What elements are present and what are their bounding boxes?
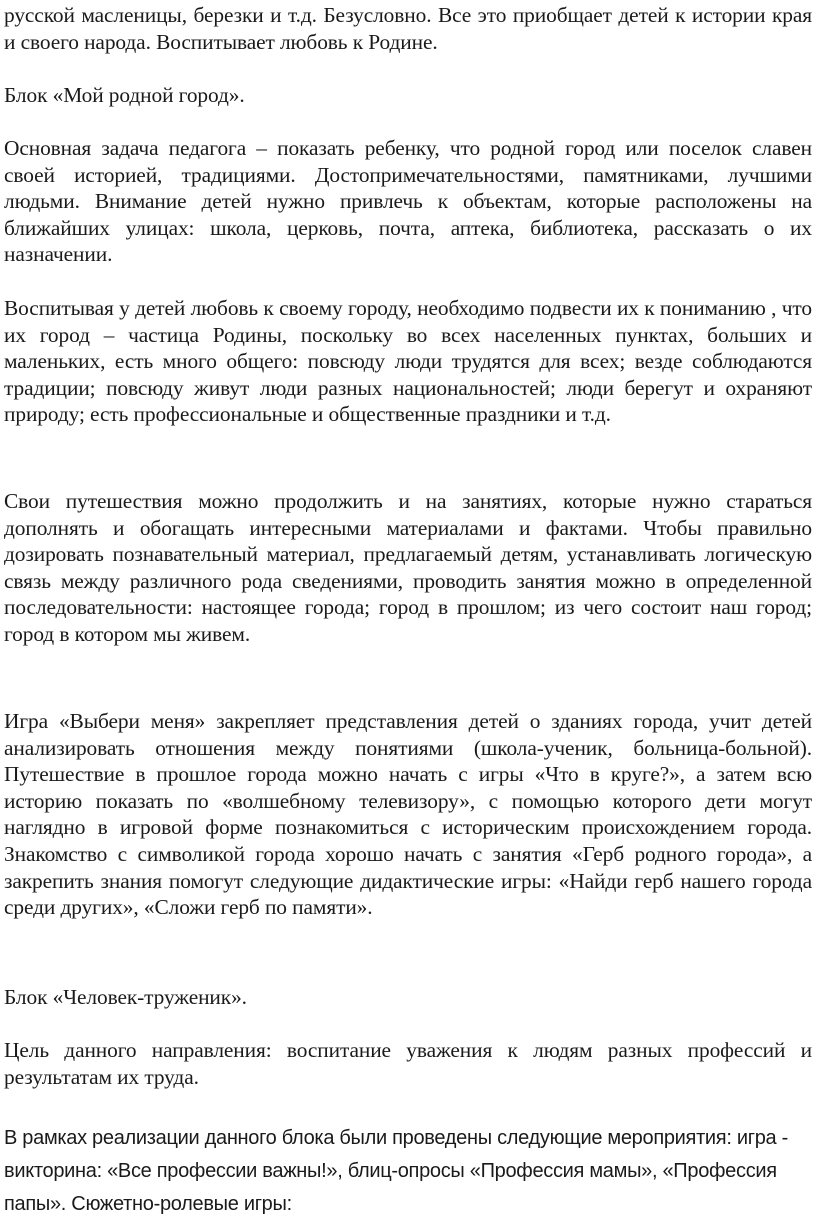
- paragraph-teacher-task: Основная задача педагога – показать ребенку, что родной город или поселок славен своей историей, традициями. Достопримечательностями, памятниками, лучшими людьми. Внимание детей нужно привлечь к объектам, которые расположены на ближайших улицах: школа, церковь, почта, аптека, библиотека, рассказать о их назначении.: [4, 136, 812, 267]
- paragraph-game-choose-me: Игра «Выбери меня» закрепляет представления детей о зданиях города, учит детей анализировать отношения между понятиями (школа-ученик, больница-больной). Путешествие в прошлое города можно начать с игры «Что в круге?», а затем всю историю показать по «волшебному телевизору», с помощью которого дети могут наглядно в игровой форме познакомиться с историческим происхождением города. Знакомство с символикой города хорошо начать с занятия «Герб родного города», а закрепить знания помогут следующие дидактические игры: «Найди герб нашего города среди других», «Сложи герб по памяти».: [4, 709, 812, 920]
- paragraph-direction-goal: Цель данного направления: воспитание уважения к людям разных профессий и результатам их труда.: [4, 1038, 812, 1089]
- heading-working-person-block: Блок «Человек-труженик».: [4, 985, 247, 1009]
- paragraph-block-activities: В рамках реализации данного блока были проведены следующие мероприятия: игра - викторина: «Все профессии важны!», блиц-опросы «Профессия мамы», «Профессия папы». Сюжетно-ролевые игры:: [4, 1127, 788, 1215]
- paragraph-journeys-lessons: Свои путешествия можно продолжить и на занятиях, которые нужно стараться дополнять и обогащать интересными материалами и фактами. Чтобы правильно дозировать познавательный материал, предлагаемый детям, устанавливать логическую связь между различного рода сведениями, проводить занятия можно в определенной последовательности: настоящее города; город в прошлом; из чего состоит наш город; город в котором мы живем.: [4, 489, 812, 646]
- paragraph-intro-continuation: русской масленицы, березки и т.д. Безусловно. Все это приобщает детей к истории края и своего народа. Воспитывает любовь к Родине.: [4, 3, 812, 54]
- heading-my-native-city-block: Блок «Мой родной город».: [4, 83, 245, 107]
- paragraph-love-for-city: Воспитывая у детей любовь к своему городу, необходимо подвести их к пониманию , что их город – частица Родины, поскольку во всех населенных пунктах, больших и маленьких, есть много общего: повсюду люди трудятся для всех; везде соблюдаются традиции; повсюду живут люди разных национальностей; люди берегут и охраняют природу; есть профессиональные и общественные праздники и т.д.: [4, 296, 812, 427]
